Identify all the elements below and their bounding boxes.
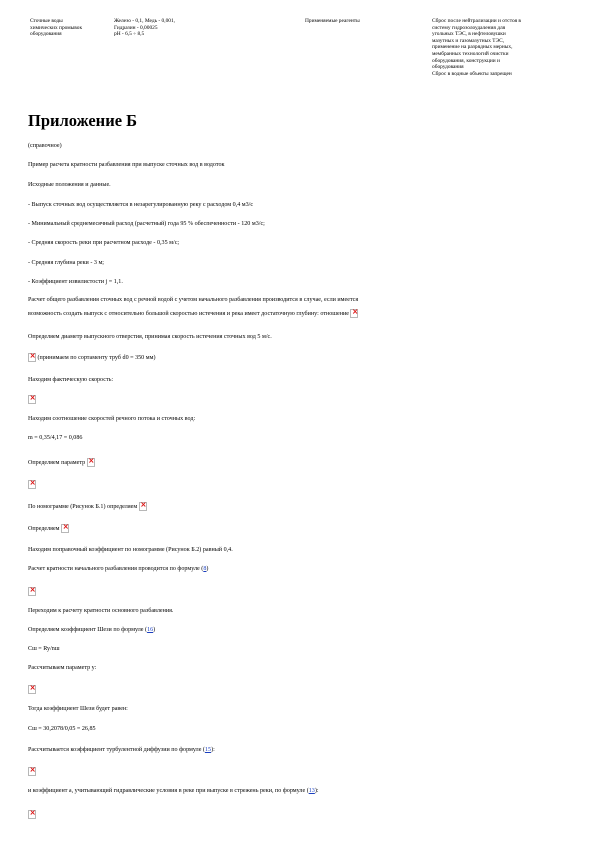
paragraph: m = 0,35/4,17 = 0,086 (28, 435, 83, 441)
table-col-disposal (432, 18, 570, 77)
table-cell: мазутных и газомазутных ТЭС, (432, 37, 505, 44)
table-cell: Сброс в водные объекты запрещен (432, 70, 512, 77)
paragraph-text: ): (314, 788, 319, 794)
paragraph (28, 767, 36, 776)
paragraph (28, 502, 147, 511)
formula-link[interactable]: 15 (204, 747, 212, 753)
paragraph-text: и коэффициент a, учитывающий гидравлические условия в реке при выпуске в стрежень реки, по формуле ( (28, 788, 309, 794)
paragraph: Cш = Ry/nш (28, 646, 60, 652)
table-cell: систему гидрозолоудаления для (432, 24, 506, 31)
paragraph: Расчет общего разбавления сточных вод с речной водой с учетом начального разбавления производится в случае, если имеется (28, 297, 359, 303)
paragraph (28, 627, 155, 635)
appendix-heading: Приложение Б (28, 111, 138, 130)
table-cell: оборудования, конструкции и (432, 57, 500, 64)
paragraph (28, 566, 208, 574)
broken-image-icon (87, 458, 95, 467)
paragraph: Cш = 30,2078/0,05 = 26,85 (28, 726, 96, 732)
paragraph: - Средняя скорость реки при расчетном расходе - 0,35 м/с; (28, 240, 180, 246)
table-cell: оборудования (432, 64, 464, 71)
table-cell: Сточные воды (30, 18, 63, 24)
formula-link[interactable]: 8 (203, 566, 207, 572)
paragraph (28, 458, 95, 467)
table-cell: угольных ТЭС, в нефтеловушки (432, 31, 506, 38)
paragraph (28, 587, 36, 596)
paragraph-text: По номограмме (Рисунок Б.1) определяем (28, 503, 138, 510)
broken-image-icon (28, 587, 36, 596)
paragraph-text: (принимаем по сортаменту труб d0 = 350 мм) (37, 354, 156, 361)
paragraph-text: ) (153, 627, 156, 633)
paragraph: Рассчитываем параметр y: (28, 665, 97, 671)
table-col-composition (114, 18, 224, 38)
table-cell: оборудования (30, 31, 62, 38)
broken-image-icon (28, 685, 36, 694)
paragraph: Тогда коэффициент Шези будет равен: (28, 706, 128, 712)
paragraph-text: возможность создать выпуск с относительно большой скоростью истечения и река имеет достаточную глубину: отношение (28, 310, 349, 317)
formula-link[interactable]: 13 (308, 788, 315, 794)
paragraph-text: Рассчитывается коэффициент турбулентной диффузии по формуле ( (28, 747, 205, 753)
table-col-source (30, 18, 112, 38)
paragraph: Находим поправочный коэффициент по номограмме (Рисунок Б.2) равный 0,4. (28, 547, 233, 553)
paragraph: - Выпуск сточных вод осуществляется в незарегулированную реку с расходом 0,4 м3/с (28, 202, 254, 208)
broken-image-icon (28, 395, 36, 404)
table-cell: Железо - 0,1, Медь - 0,001, (114, 18, 176, 24)
paragraph: Находим фактическую скорость: (28, 377, 114, 383)
paragraph (28, 353, 156, 362)
paragraph: (справочное) (28, 143, 62, 149)
broken-image-icon (139, 502, 147, 511)
broken-image-icon (28, 353, 36, 362)
table-cell: pH - 6,5 ÷ 8,5 (114, 31, 145, 38)
paragraph (28, 395, 36, 404)
table-cell: мембранных технологий очистки (432, 50, 509, 57)
table-cell: Сброс после нейтрализации и отстоя в (432, 18, 521, 24)
paragraph (28, 480, 36, 489)
paragraph (28, 309, 358, 318)
paragraph (28, 810, 36, 819)
paragraph: Определяем диаметр выпускного отверстия, принимая скорость истечения сточных вод 5 м/с. (28, 334, 272, 340)
formula-link[interactable]: 16 (147, 627, 154, 633)
broken-image-icon (28, 767, 36, 776)
paragraph: - Средняя глубина реки - 3 м; (28, 260, 104, 266)
broken-image-icon (61, 524, 69, 533)
table-cell: Применяемые реагенты (305, 18, 360, 24)
paragraph-text: ): (211, 747, 215, 753)
paragraph: Исходные положения и данные. (28, 182, 111, 188)
paragraph: - Минимальный среднемесячный расход (расчетный) года 95 % обеспеченности - 120 м3/с; (28, 221, 265, 227)
table-cell: Гидразин - 0,00025 (114, 24, 158, 31)
broken-image-icon (28, 480, 36, 489)
paragraph: Переходим к расчету кратности основного разбавления. (28, 608, 174, 614)
paragraph-text: Определяем коэффициент Шези по формуле ( (28, 627, 148, 633)
table-cell: химических промывок (30, 24, 83, 31)
paragraph (28, 747, 215, 755)
table-col-reagents (305, 18, 425, 25)
paragraph (28, 524, 69, 533)
paragraph-text: Определяем параметр (28, 459, 86, 466)
paragraph (28, 685, 36, 694)
table-cell: применение на разрядных мерных, (432, 44, 513, 51)
paragraph-text: Определяем (28, 525, 60, 532)
paragraph-text: ) (206, 566, 209, 572)
broken-image-icon (350, 309, 358, 318)
paragraph: Пример расчета кратности разбавления при выпуске сточных вод в водоток (28, 162, 225, 168)
paragraph (28, 788, 319, 796)
paragraph: Находим соотношение скоростей речного потока и сточных вод: (28, 416, 196, 422)
broken-image-icon (28, 810, 36, 819)
paragraph: - Коэффициент извилистости j = 1,1. (28, 279, 123, 285)
paragraph-text: Расчет кратности начального разбавления проводится по формуле ( (28, 566, 204, 572)
